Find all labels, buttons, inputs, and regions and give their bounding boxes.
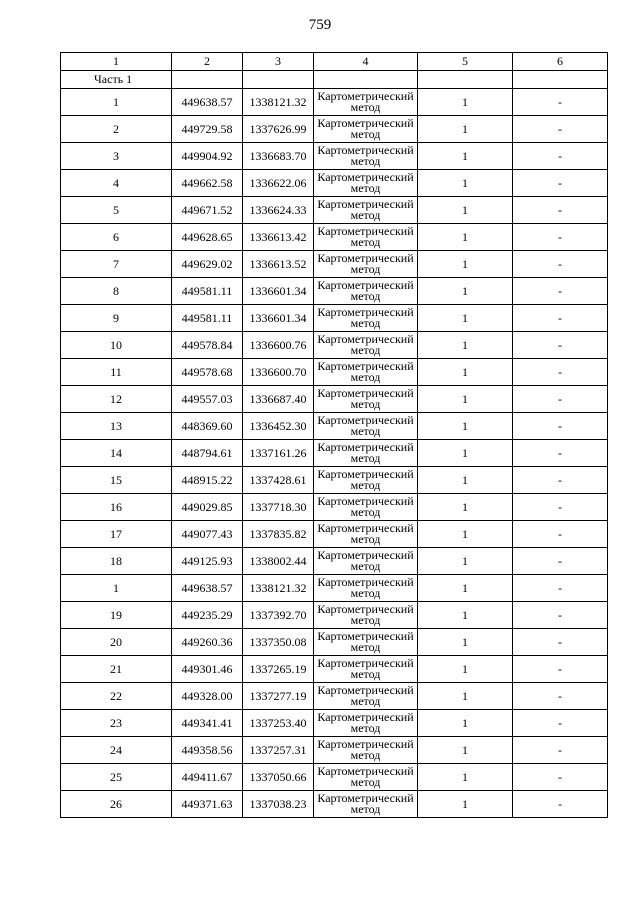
accuracy-cell: 1 — [418, 89, 513, 116]
description-cell: - — [513, 656, 608, 683]
method-cell — [314, 116, 418, 143]
accuracy-cell: 1 — [418, 575, 513, 602]
method-line-1: Картометрический — [317, 386, 414, 400]
x-coordinate-cell: 449371.63 — [172, 791, 243, 818]
accuracy-cell: 1 — [418, 251, 513, 278]
method-line-2: метод — [350, 748, 381, 762]
y-coordinate-cell: 1336613.42 — [243, 224, 314, 251]
method-line-2: метод — [350, 667, 381, 681]
description-cell: - — [513, 251, 608, 278]
accuracy-cell: 1 — [418, 548, 513, 575]
point-number-cell: 3 — [61, 143, 172, 170]
description-cell: - — [513, 548, 608, 575]
method-line-2: метод — [350, 262, 381, 276]
method-line-2: метод — [350, 775, 381, 789]
point-number-cell: 14 — [61, 440, 172, 467]
header-cell: 4 — [314, 53, 418, 71]
method-cell — [314, 359, 418, 386]
method-line-1: Картометрический — [317, 332, 414, 346]
header-cell: 6 — [513, 53, 608, 71]
method-line-1: Картометрический — [317, 224, 414, 238]
method-line-2: метод — [350, 316, 381, 330]
method-line-2: метод — [350, 505, 381, 519]
y-coordinate-cell: 1337350.08 — [243, 629, 314, 656]
description-cell: - — [513, 170, 608, 197]
table-row — [61, 710, 608, 737]
section-row — [61, 71, 608, 89]
description-cell: - — [513, 89, 608, 116]
x-coordinate-cell: 449581.11 — [172, 305, 243, 332]
header-cell: 1 — [61, 53, 172, 71]
point-number-cell: 24 — [61, 737, 172, 764]
empty-cell — [172, 71, 243, 89]
method-cell — [314, 575, 418, 602]
y-coordinate-cell: 1337265.19 — [243, 656, 314, 683]
description-cell: - — [513, 575, 608, 602]
description-cell: - — [513, 278, 608, 305]
table-row — [61, 278, 608, 305]
description-cell: - — [513, 629, 608, 656]
point-number-cell: 5 — [61, 197, 172, 224]
method-line-1: Картометрический — [317, 791, 414, 805]
method-line-2: метод — [350, 343, 381, 357]
method-line-1: Картометрический — [317, 575, 414, 589]
point-number-cell: 12 — [61, 386, 172, 413]
method-line-1: Картометрический — [317, 359, 414, 373]
method-line-2: метод — [350, 532, 381, 546]
x-coordinate-cell: 449557.03 — [172, 386, 243, 413]
x-coordinate-cell: 449662.58 — [172, 170, 243, 197]
table-row — [61, 224, 608, 251]
y-coordinate-cell: 1337161.26 — [243, 440, 314, 467]
accuracy-cell: 1 — [418, 494, 513, 521]
method-line-2: метод — [350, 559, 381, 573]
point-number-cell: 11 — [61, 359, 172, 386]
point-number-cell: 10 — [61, 332, 172, 359]
method-cell — [314, 548, 418, 575]
method-cell — [314, 89, 418, 116]
method-line-2: метод — [350, 640, 381, 654]
method-cell — [314, 170, 418, 197]
description-cell: - — [513, 386, 608, 413]
method-cell — [314, 602, 418, 629]
method-cell — [314, 710, 418, 737]
description-cell: - — [513, 413, 608, 440]
table-row — [61, 386, 608, 413]
x-coordinate-cell: 448915.22 — [172, 467, 243, 494]
table-row — [61, 467, 608, 494]
y-coordinate-cell: 1336624.33 — [243, 197, 314, 224]
table-row — [61, 764, 608, 791]
empty-cell — [418, 71, 513, 89]
point-number-cell: 22 — [61, 683, 172, 710]
accuracy-cell: 1 — [418, 359, 513, 386]
accuracy-cell: 1 — [418, 737, 513, 764]
description-cell: - — [513, 494, 608, 521]
accuracy-cell: 1 — [418, 521, 513, 548]
method-line-1: Картометрический — [317, 521, 414, 535]
description-cell: - — [513, 791, 608, 818]
method-line-2: метод — [350, 397, 381, 411]
method-line-2: метод — [350, 235, 381, 249]
description-cell: - — [513, 332, 608, 359]
accuracy-cell: 1 — [418, 440, 513, 467]
method-line-2: метод — [350, 154, 381, 168]
method-cell — [314, 143, 418, 170]
point-number-cell: 25 — [61, 764, 172, 791]
table-row — [61, 656, 608, 683]
accuracy-cell: 1 — [418, 278, 513, 305]
method-line-1: Картометрический — [317, 710, 414, 724]
table-row — [61, 116, 608, 143]
table-row — [61, 170, 608, 197]
coordinates-table — [60, 52, 608, 818]
method-line-1: Картометрический — [317, 602, 414, 616]
accuracy-cell: 1 — [418, 170, 513, 197]
x-coordinate-cell: 449358.56 — [172, 737, 243, 764]
table-row — [61, 737, 608, 764]
accuracy-cell: 1 — [418, 332, 513, 359]
x-coordinate-cell: 449301.46 — [172, 656, 243, 683]
description-cell: - — [513, 683, 608, 710]
table-row — [61, 683, 608, 710]
description-cell: - — [513, 737, 608, 764]
point-number-cell: 16 — [61, 494, 172, 521]
method-line-1: Картометрический — [317, 737, 414, 751]
description-cell: - — [513, 224, 608, 251]
description-cell: - — [513, 602, 608, 629]
header-cell: 3 — [243, 53, 314, 71]
y-coordinate-cell: 1336601.34 — [243, 278, 314, 305]
accuracy-cell: 1 — [418, 656, 513, 683]
empty-cell — [314, 71, 418, 89]
x-coordinate-cell: 449328.00 — [172, 683, 243, 710]
method-cell — [314, 224, 418, 251]
method-cell — [314, 332, 418, 359]
method-line-1: Картометрический — [317, 170, 414, 184]
description-cell: - — [513, 305, 608, 332]
description-cell: - — [513, 467, 608, 494]
method-line-2: метод — [350, 181, 381, 195]
point-number-cell: 2 — [61, 116, 172, 143]
method-cell — [314, 764, 418, 791]
method-line-2: метод — [350, 127, 381, 141]
x-coordinate-cell: 449729.58 — [172, 116, 243, 143]
point-number-cell: 13 — [61, 413, 172, 440]
point-number-cell: 4 — [61, 170, 172, 197]
description-cell: - — [513, 521, 608, 548]
method-cell — [314, 413, 418, 440]
description-cell: - — [513, 764, 608, 791]
table-row — [61, 629, 608, 656]
method-line-1: Картометрический — [317, 251, 414, 265]
header-cell: 5 — [418, 53, 513, 71]
method-line-1: Картометрический — [317, 764, 414, 778]
method-line-2: метод — [350, 694, 381, 708]
point-number-cell: 1 — [61, 89, 172, 116]
x-coordinate-cell: 448794.61 — [172, 440, 243, 467]
table-row — [61, 521, 608, 548]
x-coordinate-cell: 449341.41 — [172, 710, 243, 737]
x-coordinate-cell: 449671.52 — [172, 197, 243, 224]
section-label: Часть 1 — [61, 71, 172, 89]
y-coordinate-cell: 1337718.30 — [243, 494, 314, 521]
table-row — [61, 197, 608, 224]
point-number-cell: 17 — [61, 521, 172, 548]
x-coordinate-cell: 449125.93 — [172, 548, 243, 575]
method-line-1: Картометрический — [317, 548, 414, 562]
y-coordinate-cell: 1337392.70 — [243, 602, 314, 629]
point-number-cell: 18 — [61, 548, 172, 575]
point-number-cell: 9 — [61, 305, 172, 332]
method-line-2: метод — [350, 370, 381, 384]
y-coordinate-cell: 1337428.61 — [243, 467, 314, 494]
method-line-1: Картометрический — [317, 89, 414, 103]
table-row — [61, 251, 608, 278]
method-line-1: Картометрический — [317, 143, 414, 157]
y-coordinate-cell: 1336601.34 — [243, 305, 314, 332]
method-line-2: метод — [350, 208, 381, 222]
table-row — [61, 305, 608, 332]
accuracy-cell: 1 — [418, 224, 513, 251]
x-coordinate-cell: 449077.43 — [172, 521, 243, 548]
x-coordinate-cell: 449578.84 — [172, 332, 243, 359]
method-line-2: метод — [350, 586, 381, 600]
method-line-1: Картометрический — [317, 656, 414, 670]
y-coordinate-cell: 1337835.82 — [243, 521, 314, 548]
accuracy-cell: 1 — [418, 764, 513, 791]
accuracy-cell: 1 — [418, 683, 513, 710]
y-coordinate-cell: 1338002.44 — [243, 548, 314, 575]
y-coordinate-cell: 1338121.32 — [243, 89, 314, 116]
description-cell: - — [513, 197, 608, 224]
method-line-2: метод — [350, 100, 381, 114]
y-coordinate-cell: 1338121.32 — [243, 575, 314, 602]
table-row — [61, 791, 608, 818]
point-number-cell: 19 — [61, 602, 172, 629]
x-coordinate-cell: 449904.92 — [172, 143, 243, 170]
table-row — [61, 602, 608, 629]
method-line-1: Картометрический — [317, 494, 414, 508]
description-cell: - — [513, 116, 608, 143]
method-line-2: метод — [350, 424, 381, 438]
point-number-cell: 26 — [61, 791, 172, 818]
method-cell — [314, 737, 418, 764]
y-coordinate-cell: 1336600.70 — [243, 359, 314, 386]
method-cell — [314, 521, 418, 548]
accuracy-cell: 1 — [418, 791, 513, 818]
x-coordinate-cell: 449411.67 — [172, 764, 243, 791]
method-cell — [314, 440, 418, 467]
x-coordinate-cell: 449029.85 — [172, 494, 243, 521]
method-line-1: Картометрический — [317, 440, 414, 454]
method-line-1: Картометрический — [317, 116, 414, 130]
accuracy-cell: 1 — [418, 602, 513, 629]
x-coordinate-cell: 449628.65 — [172, 224, 243, 251]
method-cell — [314, 656, 418, 683]
method-cell — [314, 251, 418, 278]
method-line-1: Картометрический — [317, 683, 414, 697]
method-cell — [314, 467, 418, 494]
page-number: 759 — [308, 17, 332, 33]
table-row — [61, 359, 608, 386]
accuracy-cell: 1 — [418, 305, 513, 332]
method-line-2: метод — [350, 721, 381, 735]
method-cell — [314, 305, 418, 332]
accuracy-cell: 1 — [418, 116, 513, 143]
y-coordinate-cell: 1336600.76 — [243, 332, 314, 359]
accuracy-cell: 1 — [418, 143, 513, 170]
y-coordinate-cell: 1336687.40 — [243, 386, 314, 413]
table-row — [61, 440, 608, 467]
y-coordinate-cell: 1337626.99 — [243, 116, 314, 143]
table-row — [61, 494, 608, 521]
y-coordinate-cell: 1337257.31 — [243, 737, 314, 764]
y-coordinate-cell: 1337253.40 — [243, 710, 314, 737]
empty-cell — [513, 71, 608, 89]
point-number-cell: 6 — [61, 224, 172, 251]
method-line-2: метод — [350, 451, 381, 465]
method-line-1: Картометрический — [317, 278, 414, 292]
table-row — [61, 143, 608, 170]
point-number-cell: 15 — [61, 467, 172, 494]
method-cell — [314, 791, 418, 818]
method-cell — [314, 683, 418, 710]
method-line-2: метод — [350, 802, 381, 816]
table-row — [61, 575, 608, 602]
description-cell: - — [513, 710, 608, 737]
table-row — [61, 413, 608, 440]
x-coordinate-cell: 449578.68 — [172, 359, 243, 386]
method-cell — [314, 629, 418, 656]
description-cell: - — [513, 143, 608, 170]
point-number-cell: 21 — [61, 656, 172, 683]
accuracy-cell: 1 — [418, 467, 513, 494]
point-number-cell: 23 — [61, 710, 172, 737]
method-line-2: метод — [350, 613, 381, 627]
x-coordinate-cell: 449235.29 — [172, 602, 243, 629]
x-coordinate-cell: 448369.60 — [172, 413, 243, 440]
x-coordinate-cell: 449638.57 — [172, 89, 243, 116]
description-cell: - — [513, 359, 608, 386]
table-row — [61, 332, 608, 359]
y-coordinate-cell: 1336452.30 — [243, 413, 314, 440]
x-coordinate-cell: 449638.57 — [172, 575, 243, 602]
y-coordinate-cell: 1336613.52 — [243, 251, 314, 278]
point-number-cell: 8 — [61, 278, 172, 305]
x-coordinate-cell: 449629.02 — [172, 251, 243, 278]
method-cell — [314, 278, 418, 305]
point-number-cell: 20 — [61, 629, 172, 656]
accuracy-cell: 1 — [418, 629, 513, 656]
method-line-1: Картометрический — [317, 467, 414, 481]
y-coordinate-cell: 1337050.66 — [243, 764, 314, 791]
accuracy-cell: 1 — [418, 386, 513, 413]
description-cell: - — [513, 440, 608, 467]
x-coordinate-cell: 449260.36 — [172, 629, 243, 656]
point-number-cell: 7 — [61, 251, 172, 278]
accuracy-cell: 1 — [418, 413, 513, 440]
accuracy-cell: 1 — [418, 197, 513, 224]
y-coordinate-cell: 1337277.19 — [243, 683, 314, 710]
y-coordinate-cell: 1336683.70 — [243, 143, 314, 170]
y-coordinate-cell: 1336622.06 — [243, 170, 314, 197]
point-number-cell: 1 — [61, 575, 172, 602]
method-line-1: Картометрический — [317, 305, 414, 319]
header-cell: 2 — [172, 53, 243, 71]
table-body — [61, 53, 608, 818]
header-row — [61, 53, 608, 71]
accuracy-cell: 1 — [418, 710, 513, 737]
empty-cell — [243, 71, 314, 89]
method-cell — [314, 494, 418, 521]
method-line-2: метод — [350, 289, 381, 303]
method-line-1: Картометрический — [317, 197, 414, 211]
method-cell — [314, 386, 418, 413]
table-row — [61, 89, 608, 116]
method-line-2: метод — [350, 478, 381, 492]
method-line-1: Картометрический — [317, 629, 414, 643]
method-cell — [314, 197, 418, 224]
table-row — [61, 548, 608, 575]
y-coordinate-cell: 1337038.23 — [243, 791, 314, 818]
method-line-1: Картометрический — [317, 413, 414, 427]
x-coordinate-cell: 449581.11 — [172, 278, 243, 305]
